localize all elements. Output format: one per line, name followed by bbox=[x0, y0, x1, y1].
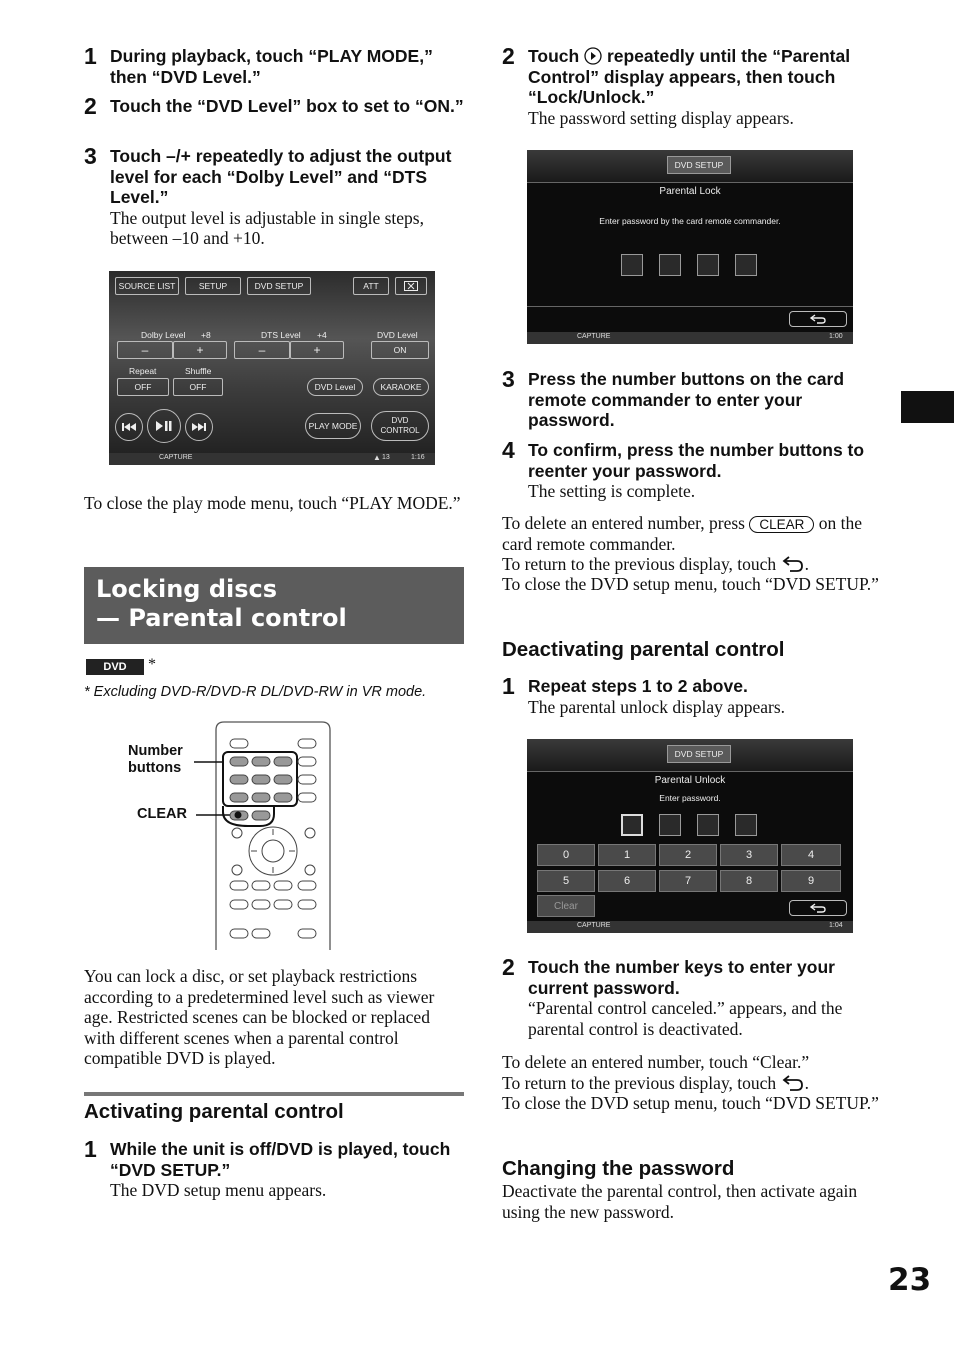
key-7[interactable]: 7 bbox=[659, 870, 717, 892]
return-icon bbox=[781, 555, 805, 573]
key-8[interactable]: 8 bbox=[720, 870, 778, 892]
password-box bbox=[697, 254, 719, 276]
step-instruction-part-a: Touch bbox=[528, 46, 580, 66]
parental-lock-screen bbox=[527, 150, 853, 344]
section-title-line-2: — Parental control bbox=[96, 604, 347, 632]
dts-minus-button[interactable]: – bbox=[234, 341, 290, 359]
close-play-mode-note: To close the play mode menu, touch “PLAY MODE.” bbox=[84, 493, 461, 513]
status-bar bbox=[109, 453, 435, 465]
att-button[interactable]: ATT bbox=[353, 277, 389, 295]
playback-time: 1:16 bbox=[411, 454, 425, 461]
return-note bbox=[502, 554, 882, 575]
close-icon[interactable] bbox=[395, 277, 427, 295]
deactivate-step-1 bbox=[502, 673, 882, 717]
step-description: The parental unlock display appears. bbox=[528, 696, 786, 717]
chapter-tab-marker bbox=[901, 391, 954, 423]
step-instruction: To confirm, press the number buttons to reenter your password. bbox=[528, 440, 865, 481]
capture-label: CAPTURE bbox=[159, 454, 193, 461]
note-text: To delete an entered number, press bbox=[502, 513, 745, 533]
note-text: . bbox=[804, 554, 809, 574]
number-buttons-label-line-1: Number bbox=[128, 743, 183, 759]
play-mode-screen bbox=[109, 271, 435, 465]
right-step-4 bbox=[502, 437, 882, 502]
close-setup-note-2: To close the DVD setup menu, touch “DVD SETUP.” bbox=[502, 1093, 879, 1113]
speaker-icon: ▲ bbox=[373, 453, 381, 462]
section-divider bbox=[84, 1092, 464, 1096]
play-mode-button[interactable]: PLAY MODE bbox=[305, 413, 361, 439]
clock: 1:00 bbox=[829, 333, 843, 340]
footnote: * Excluding DVD-R/DVD-R DL/DVD-RW in VR mode. bbox=[84, 684, 427, 700]
setup-tab[interactable]: SETUP bbox=[185, 277, 241, 295]
password-box bbox=[735, 814, 757, 836]
page-number: 23 bbox=[888, 1262, 932, 1298]
password-box bbox=[659, 814, 681, 836]
key-9[interactable]: 9 bbox=[781, 870, 841, 892]
karaoke-button[interactable]: KARAOKE bbox=[373, 378, 429, 396]
status-bar bbox=[527, 921, 853, 933]
dvd-setup-tab[interactable]: DVD SETUP bbox=[667, 745, 731, 763]
section-header bbox=[84, 567, 464, 644]
step-number: 2 bbox=[502, 43, 515, 69]
clear-label: CLEAR bbox=[137, 806, 187, 822]
shuffle-label: Shuffle bbox=[185, 366, 212, 376]
key-2[interactable]: 2 bbox=[659, 844, 717, 866]
step-description: “Parental control canceled.” appears, and the parental control is deactivated. bbox=[528, 998, 843, 1039]
step-description: The output level is adjustable in single steps, between –10 and +10. bbox=[110, 207, 424, 248]
right-step-3 bbox=[502, 366, 882, 431]
step-number: 3 bbox=[84, 143, 97, 169]
close-setup-note: To close the DVD setup menu, touch “DVD SETUP.” bbox=[502, 574, 879, 594]
capture-label: CAPTURE bbox=[577, 333, 611, 340]
step-instruction: Repeat steps 1 to 2 above. bbox=[528, 676, 748, 696]
dolby-minus-button[interactable]: – bbox=[117, 341, 173, 359]
dvd-control-button[interactable]: DVD CONTROL bbox=[371, 411, 429, 441]
play-pause-icon[interactable] bbox=[147, 409, 181, 443]
note-text: on the card remote commander. bbox=[502, 513, 863, 554]
password-box bbox=[659, 254, 681, 276]
activating-heading: Activating parental control bbox=[84, 1100, 344, 1123]
previous-track-icon[interactable] bbox=[115, 413, 143, 441]
step-number: 1 bbox=[84, 1136, 97, 1162]
repeat-off-button[interactable]: OFF bbox=[117, 378, 169, 396]
dts-plus-button[interactable]: + bbox=[290, 341, 344, 359]
status-bar bbox=[527, 332, 853, 344]
note-text: . bbox=[804, 1073, 809, 1093]
key-3[interactable]: 3 bbox=[720, 844, 778, 866]
remote-commander-illustration bbox=[190, 718, 340, 950]
dolby-level-value: +8 bbox=[201, 330, 211, 340]
capture-label: CAPTURE bbox=[577, 922, 611, 929]
play-forward-icon bbox=[584, 47, 602, 65]
dvd-badge: DVD bbox=[86, 659, 144, 675]
changing-password-heading: Changing the password bbox=[502, 1157, 735, 1180]
key-4[interactable]: 4 bbox=[781, 844, 841, 866]
key-6[interactable]: 6 bbox=[598, 870, 656, 892]
step-instruction: During playback, touch “PLAY MODE,” then “DVD Level.” bbox=[110, 46, 433, 87]
dvd-level-button[interactable]: DVD Level bbox=[307, 378, 363, 396]
key-5[interactable]: 5 bbox=[537, 870, 595, 892]
step-number: 4 bbox=[502, 437, 515, 463]
dolby-level-label: Dolby Level bbox=[141, 330, 186, 340]
source-list-tab[interactable]: SOURCE LIST bbox=[115, 277, 179, 295]
deactivating-heading: Deactivating parental control bbox=[502, 638, 785, 661]
dts-level-label: DTS Level bbox=[261, 330, 301, 340]
changing-password-text: Deactivate the parental control, then activate again using the new password. bbox=[502, 1181, 858, 1222]
next-track-icon[interactable] bbox=[185, 413, 213, 441]
dvd-setup-tab[interactable]: DVD SETUP bbox=[667, 156, 731, 174]
delete-number-note-2: To delete an entered number, touch “Clear.” bbox=[502, 1052, 810, 1072]
password-box bbox=[621, 254, 643, 276]
step-instruction bbox=[528, 46, 882, 108]
number-buttons-label-line-2: buttons bbox=[128, 760, 182, 776]
password-box bbox=[735, 254, 757, 276]
return-icon bbox=[781, 1074, 805, 1092]
intro-paragraph: You can lock a disc, or set playback restrictions according to a predetermined level such as viewer age. Restricted scenes can be blocked or replaced with different scenes when a parental control compatible DVD is played. bbox=[84, 966, 435, 1068]
note-text: To return to the previous display, touch bbox=[502, 554, 777, 574]
number-buttons-label bbox=[128, 743, 183, 777]
delete-number-note bbox=[502, 513, 882, 554]
right-step-2 bbox=[502, 43, 882, 128]
deactivate-step-2 bbox=[502, 954, 882, 1039]
step-instruction: While the unit is off/DVD is played, touch “DVD SETUP.” bbox=[110, 1139, 451, 1180]
step-description: The DVD setup menu appears. bbox=[110, 1180, 327, 1200]
note-text: To return to the previous display, touch bbox=[502, 1073, 777, 1093]
step-description: The password setting display appears. bbox=[528, 107, 794, 128]
back-icon[interactable] bbox=[789, 900, 847, 916]
step-instruction: Touch –/+ repeatedly to adjust the output level for each “Dolby Level” and “DTS Level.” bbox=[110, 146, 452, 207]
asterisk: * bbox=[148, 656, 156, 673]
dolby-plus-button[interactable]: + bbox=[173, 341, 227, 359]
step-1 bbox=[84, 43, 464, 87]
step-description: The setting is complete. bbox=[528, 481, 696, 501]
step-3 bbox=[84, 143, 464, 249]
key-1[interactable]: 1 bbox=[598, 844, 656, 866]
parental-unlock-screen bbox=[527, 739, 853, 933]
section-title-line-1: Locking discs bbox=[96, 575, 278, 603]
clear-key-icon: CLEAR bbox=[749, 516, 814, 533]
back-icon[interactable] bbox=[789, 311, 847, 327]
step-number: 3 bbox=[502, 366, 515, 392]
step-number: 2 bbox=[84, 93, 97, 119]
password-box bbox=[621, 814, 643, 836]
clear-button[interactable]: Clear bbox=[537, 895, 595, 917]
step-instruction-part-b: repeatedly until the “Parental Control” display appears, then touch “Lock/Unlock.” bbox=[528, 46, 851, 107]
key-0[interactable]: 0 bbox=[537, 844, 595, 866]
step-number: 1 bbox=[502, 673, 515, 699]
dts-level-value: +4 bbox=[317, 330, 327, 340]
parental-lock-title: Parental Lock bbox=[659, 186, 721, 197]
password-box bbox=[697, 814, 719, 836]
clock: 1:04 bbox=[829, 922, 843, 929]
unlock-instruction: Enter password. bbox=[659, 793, 721, 803]
shuffle-off-button[interactable]: OFF bbox=[173, 378, 223, 396]
activate-step-1 bbox=[84, 1136, 464, 1201]
step-2 bbox=[84, 93, 464, 119]
lock-instruction: Enter password by the card remote commander. bbox=[599, 216, 781, 226]
step-number: 1 bbox=[84, 43, 97, 69]
step-instruction: Touch the “DVD Level” box to set to “ON.” bbox=[110, 96, 464, 116]
step-instruction: Touch the number keys to enter your current password. bbox=[528, 957, 835, 998]
step-number: 2 bbox=[502, 954, 515, 980]
return-note-2 bbox=[502, 1073, 882, 1094]
step-instruction: Press the number buttons on the card remote commander to enter your password. bbox=[528, 369, 845, 430]
dvd-level-on-button[interactable]: ON bbox=[371, 341, 429, 359]
dvd-setup-tab[interactable]: DVD SETUP bbox=[247, 277, 311, 295]
parental-unlock-title: Parental Unlock bbox=[654, 775, 726, 786]
repeat-label: Repeat bbox=[129, 366, 157, 376]
dvd-level-label: DVD Level bbox=[377, 330, 418, 340]
track-number: 13 bbox=[382, 454, 390, 461]
